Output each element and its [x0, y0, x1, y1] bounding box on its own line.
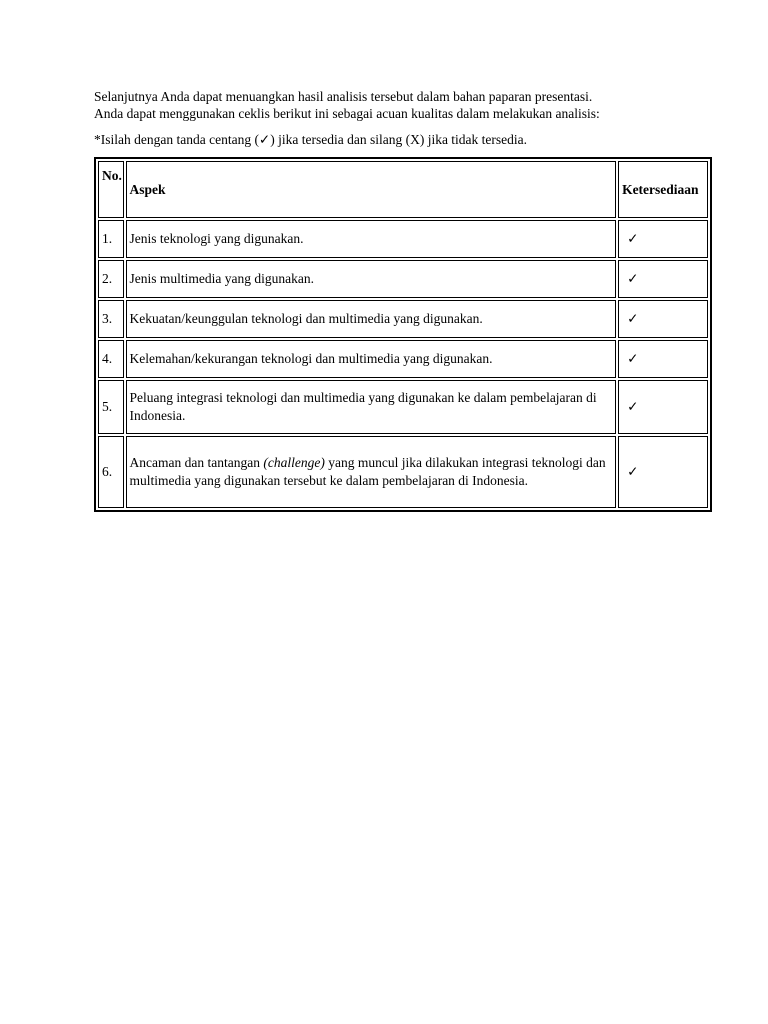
row-checkmark[interactable]: ✓	[618, 260, 708, 298]
row-number: 1.	[98, 220, 124, 258]
row-aspek	[126, 436, 617, 508]
row-aspek: Kekuatan/keunggulan teknologi dan multimedia yang digunakan.	[126, 300, 617, 338]
checklist-table	[96, 159, 710, 510]
row-checkmark[interactable]: ✓	[618, 300, 708, 338]
checklist-table-frame	[94, 157, 712, 512]
instruction-note: *Isilah dengan tanda centang (✓) jika tersedia dan silang (X) jika tidak tersedia.	[94, 132, 528, 147]
row-number: 2.	[98, 260, 124, 298]
row-number: 4.	[98, 340, 124, 378]
header-no: No.	[98, 161, 124, 218]
header-aspek: Aspek	[126, 161, 617, 218]
row-checkmark[interactable]: ✓	[618, 380, 708, 434]
row-number: 6.	[98, 436, 124, 508]
table-row	[98, 340, 708, 378]
table-row	[98, 300, 708, 338]
intro-line-1: Selanjutnya Anda dapat menuangkan hasil analisis tersebut dalam bahan paparan presentasi.	[94, 89, 593, 104]
document-page	[94, 88, 712, 512]
aspek-text-italic: (challenge)	[263, 455, 325, 470]
table-row	[98, 436, 708, 508]
row-aspek: Jenis teknologi yang digunakan.	[126, 220, 617, 258]
intro-line-2: Anda dapat menggunakan ceklis berikut ini sebagai acuan kualitas dalam melakukan analisis:	[94, 106, 600, 121]
table-row	[98, 380, 708, 434]
row-checkmark[interactable]: ✓	[618, 220, 708, 258]
row-aspek: Jenis multimedia yang digunakan.	[126, 260, 617, 298]
intro-paragraph	[94, 88, 712, 122]
table-row	[98, 260, 708, 298]
row-checkmark[interactable]: ✓	[618, 436, 708, 508]
aspek-text-start: Ancaman dan tantangan	[129, 455, 264, 470]
table-row	[98, 220, 708, 258]
row-number: 5.	[98, 380, 124, 434]
row-aspek: Peluang integrasi teknologi dan multimedia yang digunakan ke dalam pembelajaran di Indonesia.	[126, 380, 617, 434]
aspek-text-end: yang muncul jika dilakukan integrasi teknologi dan multimedia yang digunakan tersebut ke dalam pembelajaran di Indonesia.	[129, 455, 606, 488]
header-ketersediaan: Ketersediaan	[618, 161, 708, 218]
row-number: 3.	[98, 300, 124, 338]
table-header-row	[98, 161, 708, 218]
row-aspek: Kelemahan/kekurangan teknologi dan multimedia yang digunakan.	[126, 340, 617, 378]
row-checkmark[interactable]: ✓	[618, 340, 708, 378]
